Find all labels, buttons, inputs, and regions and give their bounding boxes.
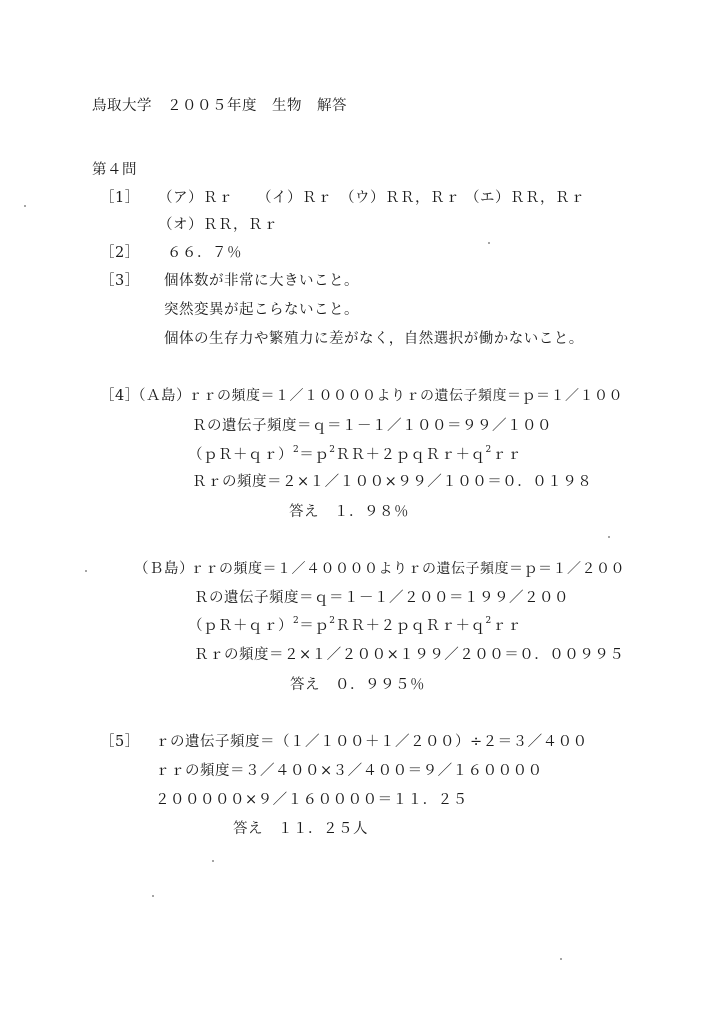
q3-label: ［3］ [100, 273, 140, 289]
q4-b-line-4: Ｒｒの頻度＝２×１／２００×１９９／２００＝０．００９９５ [194, 647, 625, 663]
q4-a-island: （Ａ島） [131, 388, 191, 404]
q4-b-island: （Ｂ島） [134, 561, 194, 577]
scan-speck [85, 570, 87, 572]
scan-speck [152, 895, 154, 897]
q4-b-expansion-end: ｒｒ [491, 618, 522, 634]
q4-b-expansion-mid: ＲＲ＋２ｐｑＲｒ＋ｑ [335, 618, 486, 634]
q4-b-answer: 答え ０．９９５％ [290, 677, 425, 693]
q4-b-line-2: Ｒの遺伝子頻度＝ｑ＝１－１／２００＝１９９／２００ [194, 590, 569, 606]
scan-speck [488, 242, 490, 244]
scan-speck [212, 860, 214, 862]
q1-answer-e: （エ）ＲＲ，Ｒｒ [465, 190, 585, 206]
q3-line-2: 突然変異が起こらないこと。 [164, 302, 359, 318]
q3-line-3: 個体の生存力や繁殖力に差がなく，自然選択が働かないこと。 [164, 331, 584, 347]
q1-answer-i: （イ）Ｒｒ [257, 190, 332, 206]
q5-line-2: ｒｒの頻度＝３／４００×３／４００＝９／１６００００ [155, 763, 543, 779]
q4-a-expansion-mid: ＲＲ＋２ｐｑＲｒ＋ｑ [335, 447, 486, 463]
q2-answer: ６６．７％ [167, 245, 242, 261]
q4-b-line-3 [188, 617, 522, 635]
q4-b-exponent-p: 2 [329, 616, 336, 626]
q4-a-line-1: ｒｒの頻度＝１／１００００よりｒの遺伝子頻度＝ｐ＝１／１００ [188, 388, 623, 404]
q1-answer-u: （ウ）ＲＲ，Ｒｒ [340, 190, 460, 206]
q4-b-exponent-q: 2 [485, 616, 492, 626]
question-heading: 第４問 [92, 162, 137, 178]
q5-line-3: ２０００００×９／１６００００＝１１．２５ [155, 792, 468, 808]
scan-speck [608, 536, 610, 538]
q4-b-expansion-eq: ＝ｐ [299, 618, 330, 634]
q4-b-exponent-lhs: 2 [293, 616, 300, 626]
q4-a-expansion-lhs: （ｐＲ＋ｑｒ） [188, 447, 293, 463]
scan-speck [24, 205, 26, 207]
q5-answer: 答え １１．２５人 [233, 821, 368, 837]
q2-label: ［2］ [100, 245, 140, 261]
q4-a-answer: 答え １．９８％ [289, 504, 409, 520]
q4-b-expansion-lhs: （ｐＲ＋ｑｒ） [188, 618, 293, 634]
q4-a-expansion-eq: ＝ｐ [299, 447, 330, 463]
q4-a-expansion-end: ｒｒ [491, 447, 522, 463]
page-title: 鳥取大学 ２００５年度 生物 解答 [92, 98, 347, 114]
q4-a-exponent-p: 2 [329, 445, 336, 455]
q4-label: ［4］ [100, 388, 140, 404]
q4-a-line-4: Ｒｒの頻度＝２×１／１００×９９／１００＝０．０１９８ [192, 474, 593, 490]
q1-answer-a: （ア）Ｒｒ [158, 190, 233, 206]
q5-label: ［5］ [100, 734, 140, 750]
q1-label: ［1］ [100, 190, 140, 206]
q4-a-exponent-lhs: 2 [293, 445, 300, 455]
q4-b-line-1: ｒｒの頻度＝１／４００００よりｒの遺伝子頻度＝ｐ＝１／２００ [190, 561, 625, 577]
q4-a-exponent-q: 2 [485, 445, 492, 455]
q1-answer-o: （オ）ＲＲ，Ｒｒ [158, 217, 278, 233]
q3-line-1: 個体数が非常に大きいこと。 [164, 273, 359, 289]
scan-speck [560, 958, 562, 960]
q4-a-line-3 [188, 446, 522, 464]
q5-line-1: ｒの遺伝子頻度＝（１／１００＋１／２００）÷２＝３／４００ [155, 734, 588, 750]
q4-a-line-2: Ｒの遺伝子頻度＝ｑ＝１－１／１００＝９９／１００ [192, 418, 552, 434]
